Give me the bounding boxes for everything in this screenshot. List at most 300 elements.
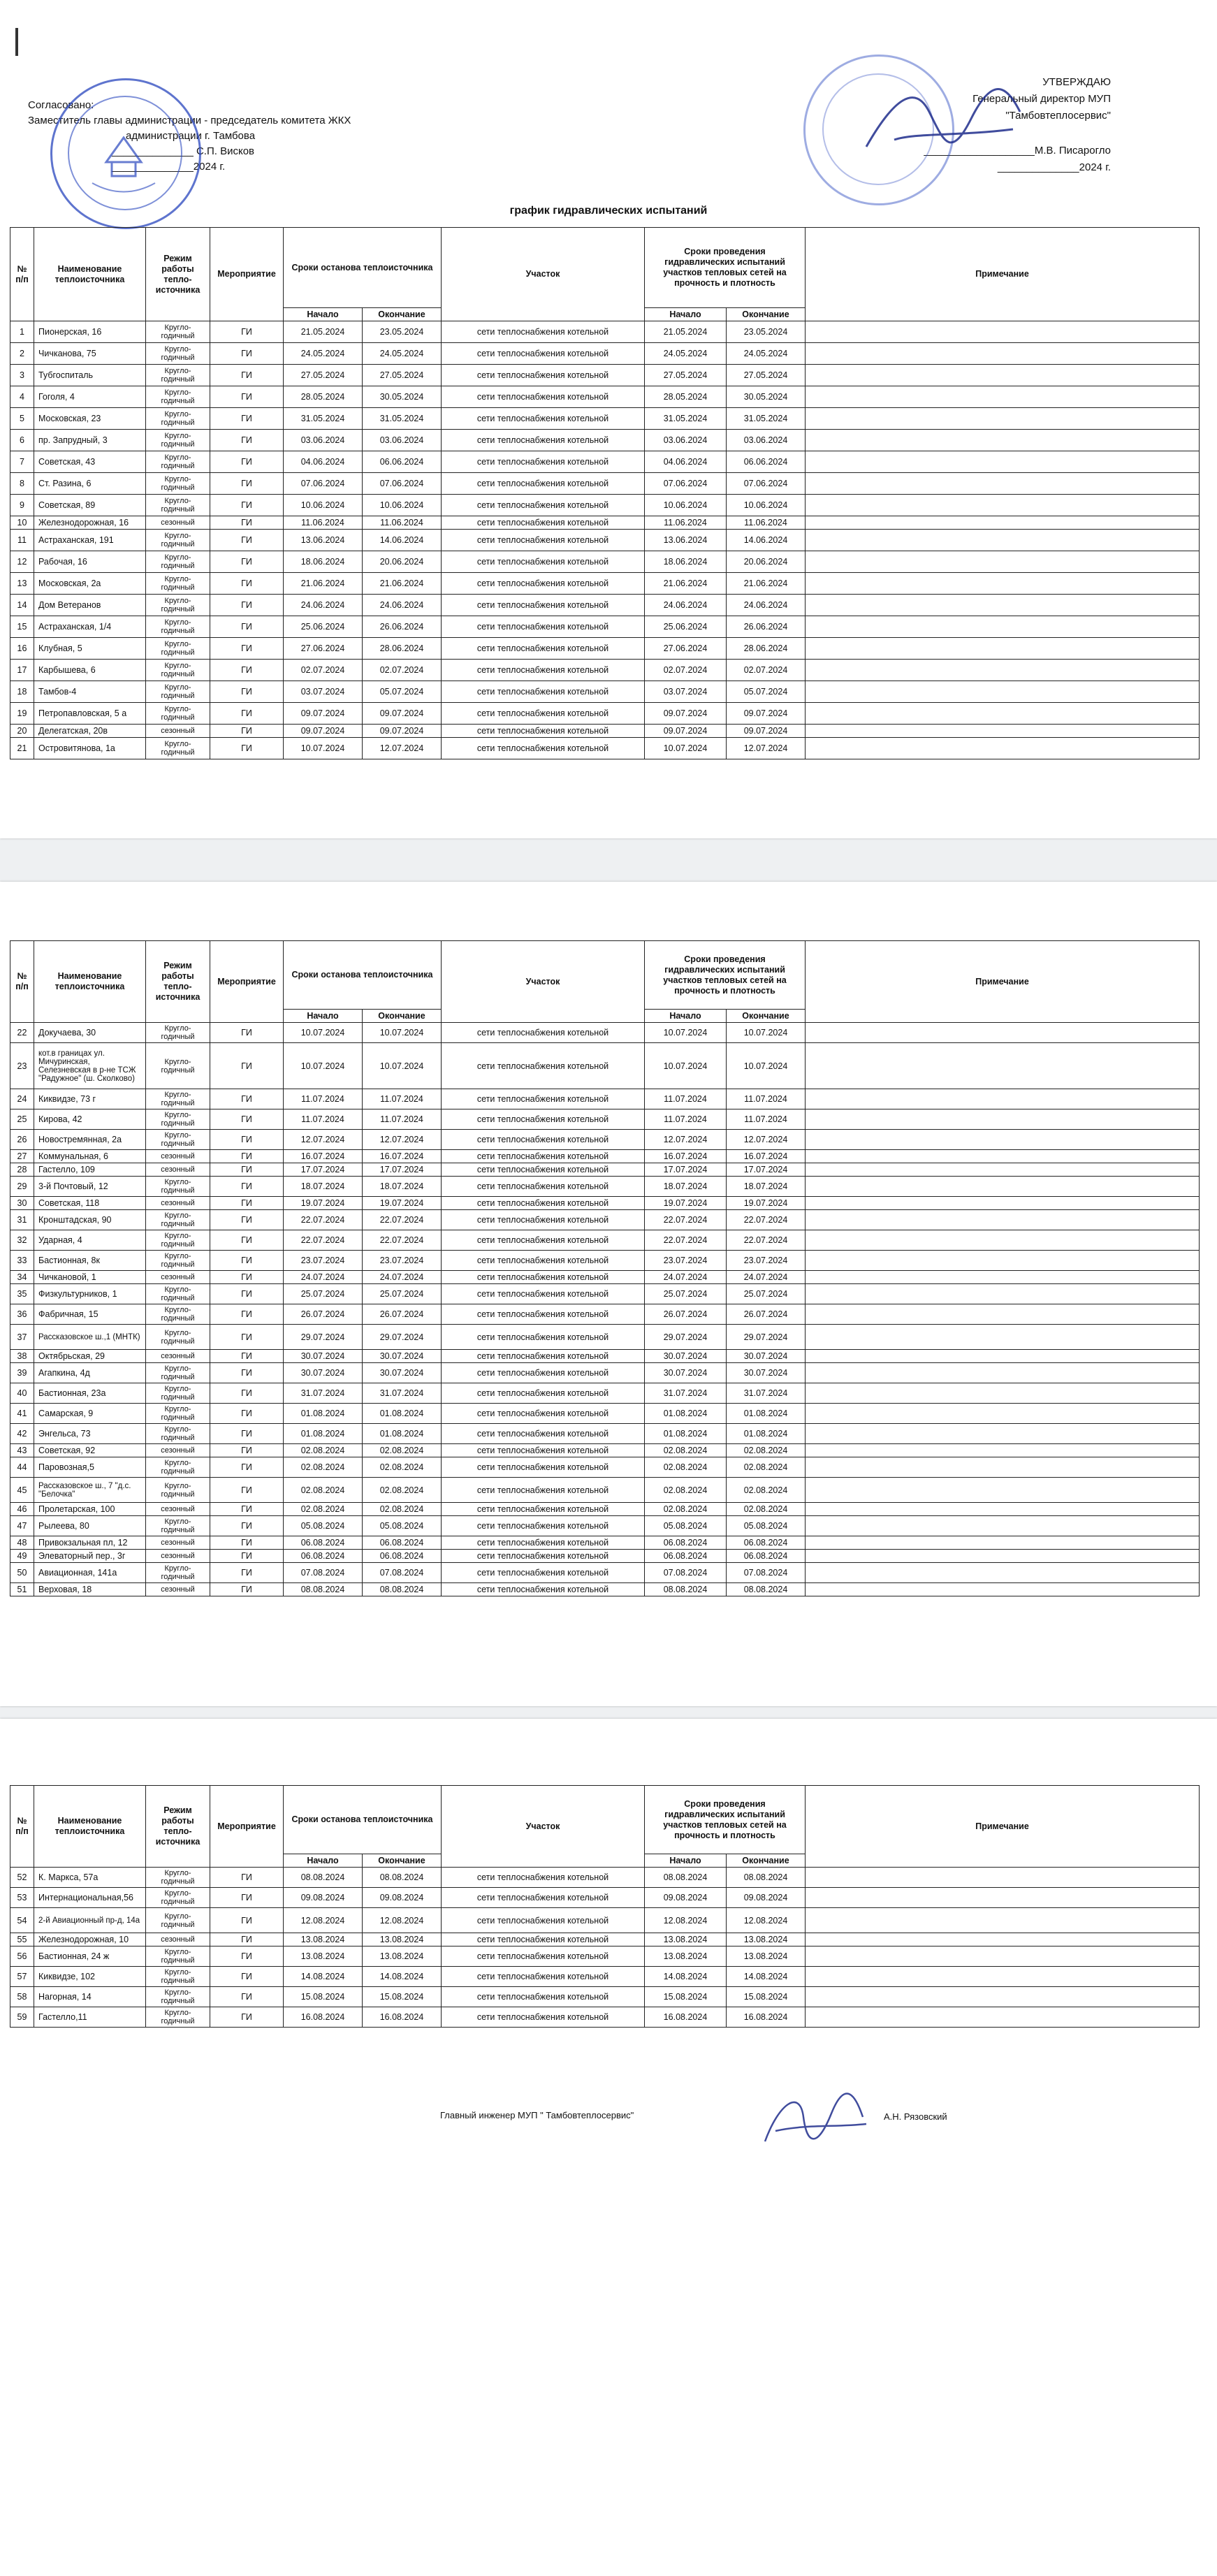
stop-end-date: 25.07.2024 (363, 1284, 442, 1304)
network-section: сети теплоснабжения котельной (442, 595, 645, 616)
test-start-date: 25.07.2024 (645, 1284, 727, 1304)
col-stop: Сроки останова теплоисточника (284, 941, 442, 1010)
test-end-date: 02.08.2024 (727, 1444, 806, 1457)
note-cell (806, 1023, 1200, 1043)
operating-mode: сезонный (146, 1536, 210, 1550)
network-section: сети теплоснабжения котельной (442, 1043, 645, 1089)
note-cell (806, 1383, 1200, 1404)
table-header-row (10, 228, 1200, 308)
note-cell (806, 1424, 1200, 1444)
event-type: ГИ (210, 1109, 284, 1130)
source-name: Пионерская, 16 (34, 321, 146, 343)
network-section: сети теплоснабжения котельной (442, 1503, 645, 1516)
stop-start-date: 01.08.2024 (284, 1404, 363, 1424)
operating-mode: Кругло-годичный (146, 1478, 210, 1503)
note-cell (806, 1251, 1200, 1271)
note-cell (806, 1363, 1200, 1383)
test-end-date: 06.08.2024 (727, 1550, 806, 1563)
stop-start-date: 18.06.2024 (284, 551, 363, 573)
network-section: сети теплоснабжения котельной (442, 1908, 645, 1933)
event-type: ГИ (210, 1130, 284, 1150)
test-start-date: 16.08.2024 (645, 2007, 727, 2028)
event-type: ГИ (210, 1516, 284, 1536)
network-section: сети теплоснабжения котельной (442, 551, 645, 573)
note-cell (806, 516, 1200, 530)
network-section: сети теплоснабжения котельной (442, 451, 645, 473)
operating-mode: Кругло-годичный (146, 1563, 210, 1583)
operating-mode: Кругло-годичный (146, 595, 210, 616)
header-right-line: Генеральный директор МУП "Тамбовтеплосервис" (972, 93, 1111, 122)
source-name: Клубная, 5 (34, 638, 146, 660)
network-section: сети теплоснабжения котельной (442, 1325, 645, 1350)
operating-mode: Кругло-годичный (146, 1177, 210, 1197)
footer-signer: А.Н. Рязовский (884, 2111, 947, 2122)
note-cell (806, 343, 1200, 365)
table-row (10, 1444, 1200, 1457)
stop-start-date: 03.07.2024 (284, 681, 363, 703)
header-left-line: ______________2024 г. (112, 161, 226, 173)
stop-end-date: 14.06.2024 (363, 530, 442, 551)
test-end-date: 28.06.2024 (727, 638, 806, 660)
note-cell (806, 660, 1200, 681)
row-number: 2 (10, 343, 34, 365)
event-type: ГИ (210, 1383, 284, 1404)
test-end-date: 16.07.2024 (727, 1150, 806, 1163)
note-cell (806, 1089, 1200, 1109)
operating-mode: сезонный (146, 1197, 210, 1210)
operating-mode: Кругло-годичный (146, 1304, 210, 1325)
stop-start-date: 12.08.2024 (284, 1908, 363, 1933)
row-number: 56 (10, 1946, 34, 1967)
col-stop-start: Начало (284, 308, 363, 321)
table-row (10, 1304, 1200, 1325)
row-number: 47 (10, 1516, 34, 1536)
source-name: Чичкановой, 1 (34, 1271, 146, 1284)
note-cell (806, 738, 1200, 759)
stop-end-date: 30.05.2024 (363, 386, 442, 408)
row-number: 39 (10, 1363, 34, 1383)
stop-start-date: 30.07.2024 (284, 1363, 363, 1383)
source-name: Пролетарская, 100 (34, 1503, 146, 1516)
row-number: 23 (10, 1043, 34, 1089)
network-section: сети теплоснабжения котельной (442, 1089, 645, 1109)
note-cell (806, 595, 1200, 616)
network-section: сети теплоснабжения котельной (442, 1563, 645, 1583)
source-name: Советская, 43 (34, 451, 146, 473)
operating-mode: Кругло-годичный (146, 681, 210, 703)
note-cell (806, 703, 1200, 725)
event-type: ГИ (210, 516, 284, 530)
table-row (10, 616, 1200, 638)
engineer-signature (751, 2082, 870, 2159)
col-test-end: Окончание (727, 1010, 806, 1023)
col-test-start: Начало (645, 308, 727, 321)
stop-start-date: 24.07.2024 (284, 1271, 363, 1284)
test-end-date: 17.07.2024 (727, 1163, 806, 1177)
table-row (10, 703, 1200, 725)
test-start-date: 08.08.2024 (645, 1868, 727, 1888)
stop-end-date: 01.08.2024 (363, 1404, 442, 1424)
test-start-date: 22.07.2024 (645, 1230, 727, 1251)
row-number: 50 (10, 1563, 34, 1583)
source-name: Докучаева, 30 (34, 1023, 146, 1043)
test-start-date: 01.08.2024 (645, 1424, 727, 1444)
test-start-date: 06.08.2024 (645, 1550, 727, 1563)
note-cell (806, 2007, 1200, 2028)
col-num: № п/п (10, 228, 34, 321)
stop-start-date: 14.08.2024 (284, 1967, 363, 1987)
stop-start-date: 11.07.2024 (284, 1089, 363, 1109)
test-start-date: 16.07.2024 (645, 1150, 727, 1163)
header-right-line: ___________________М.В. Писарогло (924, 145, 1111, 157)
source-name: Советская, 89 (34, 495, 146, 516)
stop-start-date: 13.08.2024 (284, 1933, 363, 1946)
source-name: Привокзальная пл, 12 (34, 1536, 146, 1550)
stop-end-date: 06.06.2024 (363, 451, 442, 473)
source-name: Паровозная,5 (34, 1457, 146, 1478)
note-cell (806, 1563, 1200, 1583)
row-number: 13 (10, 573, 34, 595)
row-number: 40 (10, 1383, 34, 1404)
test-start-date: 03.07.2024 (645, 681, 727, 703)
event-type: ГИ (210, 408, 284, 430)
note-cell (806, 1987, 1200, 2007)
stop-start-date: 09.07.2024 (284, 703, 363, 725)
row-number: 34 (10, 1271, 34, 1284)
row-number: 55 (10, 1933, 34, 1946)
network-section: сети теплоснабжения котельной (442, 1444, 645, 1457)
col-num: № п/п (10, 941, 34, 1023)
stop-start-date: 30.07.2024 (284, 1350, 363, 1363)
stop-start-date: 21.05.2024 (284, 321, 363, 343)
source-name: Кронштадская, 90 (34, 1210, 146, 1230)
event-type: ГИ (210, 573, 284, 595)
row-number: 52 (10, 1868, 34, 1888)
note-cell (806, 1150, 1200, 1163)
network-section: сети теплоснабжения котельной (442, 473, 645, 495)
test-end-date: 02.08.2024 (727, 1478, 806, 1503)
source-name: 2-й Авиационный пр-д, 14а (34, 1908, 146, 1933)
header-right-line: ______________2024 г. (997, 161, 1111, 173)
header-right-line: УТВЕРЖДАЮ (1042, 76, 1111, 88)
col-name: Наименование теплоисточника (34, 1786, 146, 1868)
test-end-date: 01.08.2024 (727, 1404, 806, 1424)
col-event: Мероприятие (210, 941, 284, 1023)
note-cell (806, 1583, 1200, 1596)
event-type: ГИ (210, 430, 284, 451)
source-name: Рылеева, 80 (34, 1516, 146, 1536)
note-cell (806, 1177, 1200, 1197)
note-cell (806, 1404, 1200, 1424)
table-row (10, 1536, 1200, 1550)
operating-mode: Кругло-годичный (146, 451, 210, 473)
source-name: Рассказовское ш., 7 "д.с. "Белочка" (34, 1478, 146, 1503)
stop-start-date: 10.07.2024 (284, 738, 363, 759)
stop-start-date: 05.08.2024 (284, 1516, 363, 1536)
event-type: ГИ (210, 1583, 284, 1596)
stop-start-date: 17.07.2024 (284, 1163, 363, 1177)
test-end-date: 14.08.2024 (727, 1967, 806, 1987)
note-cell (806, 1304, 1200, 1325)
network-section: сети теплоснабжения котельной (442, 1230, 645, 1251)
table-row (10, 1150, 1200, 1163)
network-section: сети теплоснабжения котельной (442, 1350, 645, 1363)
stop-start-date: 19.07.2024 (284, 1197, 363, 1210)
note-cell (806, 638, 1200, 660)
operating-mode: сезонный (146, 516, 210, 530)
row-number: 25 (10, 1109, 34, 1130)
stop-end-date: 02.08.2024 (363, 1457, 442, 1478)
operating-mode: Кругло-годичный (146, 638, 210, 660)
network-section: сети теплоснабжения котельной (442, 1583, 645, 1596)
source-name: Элеваторный пер., 3г (34, 1550, 146, 1563)
note-cell (806, 1109, 1200, 1130)
row-number: 1 (10, 321, 34, 343)
table-row (10, 1868, 1200, 1888)
table-row (10, 516, 1200, 530)
network-section: сети теплоснабжения котельной (442, 365, 645, 386)
source-name: Гастелло,11 (34, 2007, 146, 2028)
event-type: ГИ (210, 703, 284, 725)
operating-mode: Кругло-годичный (146, 660, 210, 681)
test-end-date: 12.07.2024 (727, 1130, 806, 1150)
stop-start-date: 09.08.2024 (284, 1888, 363, 1908)
col-stop-end: Окончание (363, 308, 442, 321)
source-name: Физкультурников, 1 (34, 1284, 146, 1304)
test-start-date: 03.06.2024 (645, 430, 727, 451)
operating-mode: сезонный (146, 1503, 210, 1516)
event-type: ГИ (210, 1284, 284, 1304)
row-number: 53 (10, 1888, 34, 1908)
col-mode: Режим работы тепло-источника (146, 228, 210, 321)
stop-start-date: 02.08.2024 (284, 1444, 363, 1457)
test-end-date: 18.07.2024 (727, 1177, 806, 1197)
stop-end-date: 02.08.2024 (363, 1444, 442, 1457)
col-stop-start: Начало (284, 1854, 363, 1868)
stop-end-date: 12.08.2024 (363, 1908, 442, 1933)
row-number: 43 (10, 1444, 34, 1457)
test-end-date: 24.06.2024 (727, 595, 806, 616)
network-section: сети теплоснабжения котельной (442, 1251, 645, 1271)
operating-mode: Кругло-годичный (146, 573, 210, 595)
event-type: ГИ (210, 681, 284, 703)
test-end-date: 14.06.2024 (727, 530, 806, 551)
table-row (10, 1089, 1200, 1109)
network-section: сети теплоснабжения котельной (442, 1946, 645, 1967)
source-name: Гастелло, 109 (34, 1163, 146, 1177)
stop-end-date: 18.07.2024 (363, 1177, 442, 1197)
stop-start-date: 22.07.2024 (284, 1230, 363, 1251)
row-number: 3 (10, 365, 34, 386)
source-name: Октябрьская, 29 (34, 1350, 146, 1363)
stop-start-date: 11.07.2024 (284, 1109, 363, 1130)
table-row (10, 573, 1200, 595)
col-test-start: Начало (645, 1854, 727, 1868)
event-type: ГИ (210, 1210, 284, 1230)
event-type: ГИ (210, 1503, 284, 1516)
test-start-date: 13.06.2024 (645, 530, 727, 551)
col-test: Сроки проведения гидравлических испытаний участков тепловых сетей на прочность и плотность (645, 228, 806, 308)
stop-start-date: 16.07.2024 (284, 1150, 363, 1163)
note-cell (806, 573, 1200, 595)
test-start-date: 02.07.2024 (645, 660, 727, 681)
stop-end-date: 30.07.2024 (363, 1363, 442, 1383)
operating-mode: сезонный (146, 1163, 210, 1177)
source-name: Бастионная, 23а (34, 1383, 146, 1404)
row-number: 6 (10, 430, 34, 451)
test-end-date: 22.07.2024 (727, 1210, 806, 1230)
stop-start-date: 31.05.2024 (284, 408, 363, 430)
row-number: 42 (10, 1424, 34, 1444)
stop-end-date: 09.07.2024 (363, 703, 442, 725)
test-end-date: 31.07.2024 (727, 1383, 806, 1404)
event-type: ГИ (210, 321, 284, 343)
stop-start-date: 07.06.2024 (284, 473, 363, 495)
note-cell (806, 530, 1200, 551)
col-test-start: Начало (645, 1010, 727, 1023)
table-row (10, 1383, 1200, 1404)
source-name: Бастионная, 8к (34, 1251, 146, 1271)
event-type: ГИ (210, 616, 284, 638)
network-section: сети теплоснабжения котельной (442, 1550, 645, 1563)
network-section: сети теплоснабжения котельной (442, 660, 645, 681)
table-row (10, 1177, 1200, 1197)
stop-end-date: 29.07.2024 (363, 1325, 442, 1350)
stop-end-date: 05.07.2024 (363, 681, 442, 703)
test-start-date: 24.06.2024 (645, 595, 727, 616)
table-row (10, 1130, 1200, 1150)
table-row (10, 595, 1200, 616)
test-end-date: 31.05.2024 (727, 408, 806, 430)
table-row (10, 1888, 1200, 1908)
table-row (10, 1163, 1200, 1177)
stop-start-date: 08.08.2024 (284, 1868, 363, 1888)
network-section: сети теплоснабжения котельной (442, 343, 645, 365)
source-name: К. Маркса, 57а (34, 1868, 146, 1888)
operating-mode: Кругло-годичный (146, 473, 210, 495)
test-start-date: 30.07.2024 (645, 1350, 727, 1363)
operating-mode: Кругло-годичный (146, 616, 210, 638)
test-start-date: 28.05.2024 (645, 386, 727, 408)
row-number: 10 (10, 516, 34, 530)
row-number: 31 (10, 1210, 34, 1230)
test-start-date: 27.06.2024 (645, 638, 727, 660)
row-number: 54 (10, 1908, 34, 1933)
source-name: Бастионная, 24 ж (34, 1946, 146, 1967)
network-section: сети теплоснабжения котельной (442, 1868, 645, 1888)
test-end-date: 05.07.2024 (727, 681, 806, 703)
test-end-date: 21.06.2024 (727, 573, 806, 595)
table-row (10, 638, 1200, 660)
test-end-date: 11.06.2024 (727, 516, 806, 530)
test-end-date: 25.07.2024 (727, 1284, 806, 1304)
network-section: сети теплоснабжения котельной (442, 1424, 645, 1444)
source-name: Московская, 23 (34, 408, 146, 430)
source-name: Железнодорожная, 16 (34, 516, 146, 530)
table-row (10, 1457, 1200, 1478)
test-start-date: 09.08.2024 (645, 1888, 727, 1908)
operating-mode: Кругло-годичный (146, 386, 210, 408)
test-start-date: 30.07.2024 (645, 1363, 727, 1383)
stop-start-date: 25.06.2024 (284, 616, 363, 638)
source-name: Самарская, 9 (34, 1404, 146, 1424)
table-row (10, 1271, 1200, 1284)
stop-end-date: 31.05.2024 (363, 408, 442, 430)
col-test: Сроки проведения гидравлических испытаний участков тепловых сетей на прочность и плотность (645, 941, 806, 1010)
event-type: ГИ (210, 1563, 284, 1583)
row-number: 27 (10, 1150, 34, 1163)
row-number: 22 (10, 1023, 34, 1043)
operating-mode: Кругло-годичный (146, 1130, 210, 1150)
test-start-date: 02.08.2024 (645, 1444, 727, 1457)
test-start-date: 08.08.2024 (645, 1583, 727, 1596)
note-cell (806, 451, 1200, 473)
table-header-row (10, 1786, 1200, 1854)
stop-end-date: 07.08.2024 (363, 1563, 442, 1583)
row-number: 17 (10, 660, 34, 681)
test-start-date: 14.08.2024 (645, 1967, 727, 1987)
operating-mode: Кругло-годичный (146, 495, 210, 516)
event-type: ГИ (210, 1424, 284, 1444)
test-start-date: 10.06.2024 (645, 495, 727, 516)
note-cell (806, 1478, 1200, 1503)
row-number: 32 (10, 1230, 34, 1251)
test-start-date: 11.07.2024 (645, 1109, 727, 1130)
table-row (10, 1043, 1200, 1089)
col-stop: Сроки останова теплоисточника (284, 1786, 442, 1854)
table-row (10, 408, 1200, 430)
test-start-date: 25.06.2024 (645, 616, 727, 638)
stop-start-date: 25.07.2024 (284, 1284, 363, 1304)
operating-mode: Кругло-годичный (146, 1987, 210, 2007)
table-row (10, 725, 1200, 738)
stop-start-date: 31.07.2024 (284, 1383, 363, 1404)
stop-end-date: 12.07.2024 (363, 738, 442, 759)
source-name: Железнодорожная, 10 (34, 1933, 146, 1946)
event-type: ГИ (210, 2007, 284, 2028)
note-cell (806, 1516, 1200, 1536)
test-start-date: 12.08.2024 (645, 1908, 727, 1933)
col-event: Мероприятие (210, 1786, 284, 1868)
event-type: ГИ (210, 1444, 284, 1457)
source-name: Московская, 2а (34, 573, 146, 595)
stop-end-date: 10.06.2024 (363, 495, 442, 516)
col-note: Примечание (806, 228, 1200, 321)
col-num: № п/п (10, 1786, 34, 1868)
test-end-date: 07.08.2024 (727, 1563, 806, 1583)
stop-end-date: 15.08.2024 (363, 1987, 442, 2007)
stop-end-date: 27.05.2024 (363, 365, 442, 386)
table-row (10, 1933, 1200, 1946)
row-number: 49 (10, 1550, 34, 1563)
operating-mode: Кругло-годичный (146, 1363, 210, 1383)
note-cell (806, 681, 1200, 703)
test-end-date: 20.06.2024 (727, 551, 806, 573)
network-section: сети теплоснабжения котельной (442, 738, 645, 759)
operating-mode: Кругло-годичный (146, 551, 210, 573)
stop-end-date: 20.06.2024 (363, 551, 442, 573)
event-type: ГИ (210, 1023, 284, 1043)
stop-start-date: 12.07.2024 (284, 1130, 363, 1150)
stop-start-date: 07.08.2024 (284, 1563, 363, 1583)
note-cell (806, 1197, 1200, 1210)
row-number: 48 (10, 1536, 34, 1550)
test-end-date: 22.07.2024 (727, 1230, 806, 1251)
event-type: ГИ (210, 1089, 284, 1109)
source-name: Фабричная, 15 (34, 1304, 146, 1325)
stop-end-date: 10.07.2024 (363, 1043, 442, 1089)
note-cell (806, 616, 1200, 638)
